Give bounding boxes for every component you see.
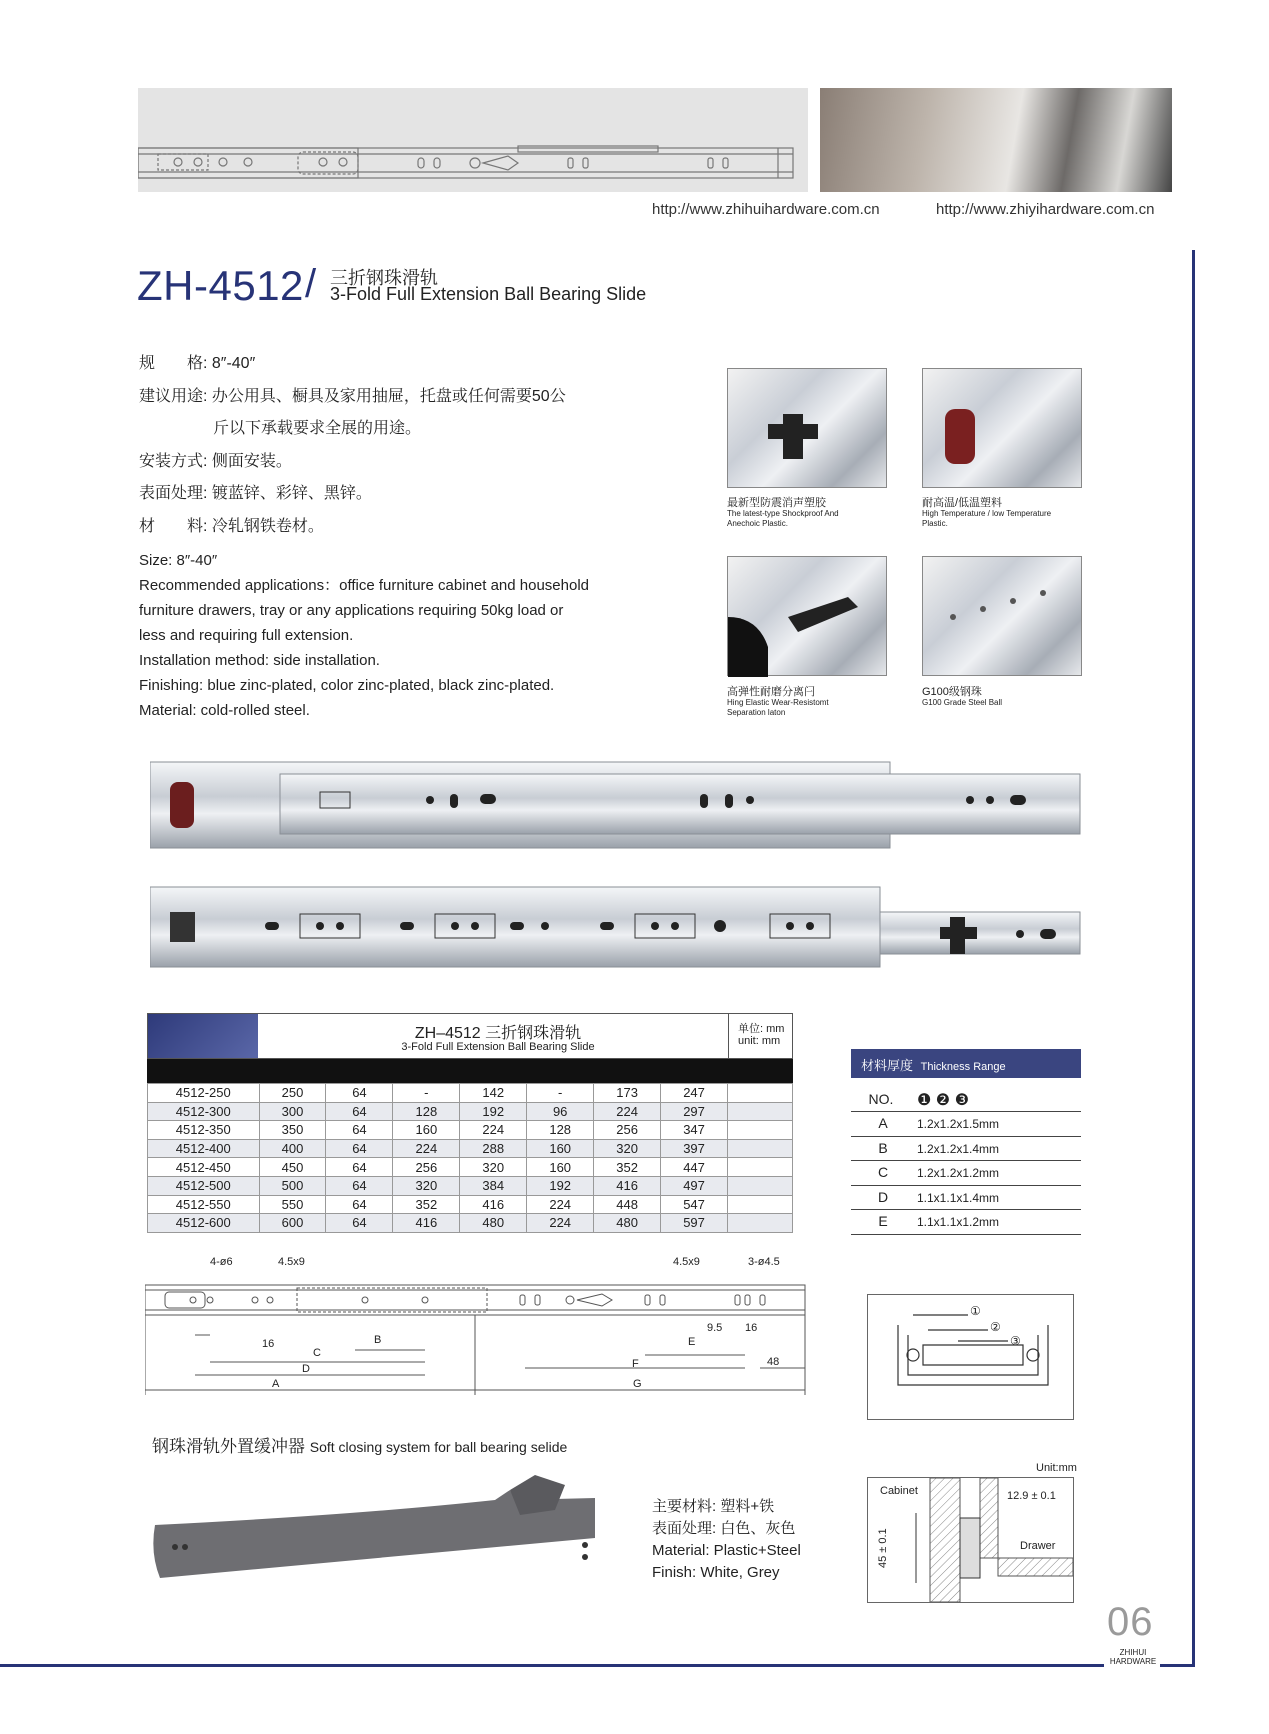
table-cell: 297 [661,1102,728,1121]
section-num: ② [990,1320,1001,1334]
table-cell: 352 [393,1195,460,1214]
mat-line: 表面处理: 白色、灰色 [652,1520,796,1537]
feature-caption-4 [922,686,1092,708]
feature-en: Separation laton [727,708,786,717]
thickness-value: 1.1x1.1x1.2mm [917,1215,1000,1229]
dim-label: 3-ø4.5 [748,1256,780,1268]
spec-en-line: Recommended applications：office furniture cabinet and household [139,577,590,594]
spec-en-line: Size: 8″-40″ [139,552,218,569]
table-cell: 547 [661,1195,728,1214]
spec-en-line: Finishing: blue zinc-plated, color zinc-plated, black zinc-plated. [139,677,555,694]
table-cell: 600 [259,1214,326,1233]
dim-label: C [313,1347,321,1359]
right-rule [1192,250,1195,1666]
feature-cn: G100级钢珠 [922,686,982,698]
thickness-key: E [878,1213,888,1229]
bottom-rule-right [1160,1664,1195,1667]
thickness-markers: ❶ ❷ ❸ [917,1092,969,1109]
feature-en: High Temperature / low Temperature [922,509,1052,518]
table-cell: 224 [594,1102,661,1121]
table-header-image [148,1014,258,1058]
feature-caption-2 [922,497,1092,529]
table-cell: 64 [326,1158,393,1177]
section-num: ③ [1010,1334,1021,1348]
dim-label: 4-ø6 [210,1256,233,1268]
table-cell: 350 [259,1121,326,1140]
table-cell: 96 [527,1102,594,1121]
model-title: ZH-4512 [137,262,304,309]
table-row [148,1214,793,1233]
dim-label: B [374,1334,382,1346]
table-cell [728,1176,793,1195]
table-cell [728,1214,793,1233]
dim-label: 4.5x9 [673,1256,700,1268]
table-cell: 384 [460,1176,527,1195]
thickness-row [851,1186,1081,1211]
soft-title-en: Soft closing system for ball bearing selide [309,1439,568,1455]
table-cell: 480 [594,1214,661,1233]
feature-en: Anechoic Plastic. [727,519,788,528]
dim-label: D [302,1363,310,1375]
thickness-title-cn: 材料厚度 [861,1058,914,1073]
spec-table-header [147,1013,793,1059]
install-cabinet: Cabinet [880,1485,918,1497]
dim-label: 4.5x9 [278,1256,305,1268]
table-cell: 224 [527,1195,594,1214]
table-cell: 160 [527,1158,594,1177]
banner-drawing [138,88,808,192]
table-cell: 64 [326,1176,393,1195]
mat-line: Finish: White, Grey [652,1564,780,1581]
thickness-value: 1.2x1.2x1.4mm [917,1141,1000,1156]
table-cell: 4512-500 [148,1176,260,1195]
url-right[interactable]: http://www.zhiyihardware.com.cn [936,201,1155,218]
table-cell: 128 [527,1121,594,1140]
table-cell: 64 [326,1121,393,1140]
table-cell: 320 [393,1176,460,1195]
table-cell: 160 [527,1139,594,1158]
dim-label: 9.5 [707,1322,723,1334]
feature-en: Plastic. [922,519,948,528]
thickness-key: D [877,1188,889,1205]
thickness-value: 1.2x1.2x1.2mm [917,1166,1000,1180]
install-gap: 12.9 ± 0.1 [1007,1490,1056,1502]
table-cell: 160 [393,1121,460,1140]
table-cell: 400 [259,1139,326,1158]
table-cell: 300 [259,1102,326,1121]
spec-en-line: Installation method: side installation. [139,652,380,669]
feature-photo-2 [922,368,1082,488]
banner-photo [820,88,1172,192]
table-title-cn: ZH–4512 三折钢珠滑轨 [414,1025,582,1042]
install-height: 45 ± 0.1 [877,1528,889,1568]
thickness-no-row [851,1088,1081,1112]
table-cell: 320 [460,1158,527,1177]
dim-label: 48 [767,1356,780,1368]
spec-en-line: less and requiring full extension. [139,627,354,644]
table-cell: 416 [460,1195,527,1214]
thickness-title-en: Thickness Range [920,1061,1006,1073]
table-cell: 550 [259,1195,326,1214]
table-cell: 256 [594,1121,661,1140]
brand-line: ZHIHUI [1119,1648,1147,1657]
table-cell: 416 [594,1176,661,1195]
soft-close-title [152,1432,567,1457]
table-cell: 224 [460,1121,527,1140]
table-cell: 288 [460,1139,527,1158]
feature-cn: 耐高温/低温塑料 [922,497,1003,509]
table-cell: 320 [594,1139,661,1158]
thickness-row [851,1161,1081,1186]
title-cn: 三折钢珠滑轨 [330,268,438,288]
table-cell: 4512-400 [148,1139,260,1158]
table-cell: 64 [326,1195,393,1214]
thickness-key: A [878,1115,888,1131]
table-cell: 192 [527,1176,594,1195]
feature-en: Hing Elastic Wear-Resistomt [727,698,829,707]
table-cell: 497 [661,1176,728,1195]
table-cell: 500 [259,1176,326,1195]
table-cell: 4512-600 [148,1214,260,1233]
slide-photo-bottom [150,882,1090,982]
thickness-key: B [878,1139,888,1156]
brand-line: HARDWARE [1109,1657,1157,1666]
feature-photo-3 [727,556,887,676]
spec-table [147,1083,793,1233]
table-cell: 352 [594,1158,661,1177]
table-row [148,1121,793,1140]
table-unit-cn: 单位: mm [738,1023,785,1035]
feature-caption-1 [727,497,897,529]
dim-label: F [632,1358,639,1370]
title-en: 3-Fold Full Extension Ball Bearing Slide [330,284,647,304]
spec-cn-line: 建议用途: 办公用具、橱具及家用抽屉，托盘或任何需要50公 [139,387,566,405]
specs-en [139,548,589,723]
table-cell: 4512-550 [148,1195,260,1214]
table-cell [728,1084,793,1103]
feature-cn: 高弹性耐磨分离闩 [727,686,815,698]
table-cell: 448 [594,1195,661,1214]
feature-en: G100 Grade Steel Ball [922,698,1003,707]
table-cell: 247 [661,1084,728,1103]
dim-label: G [633,1378,642,1390]
table-cell: 250 [259,1084,326,1103]
soft-title-cn: 钢珠滑轨外置缓冲器 [152,1437,305,1456]
table-cell: 397 [661,1139,728,1158]
table-cell: 64 [326,1084,393,1103]
section-num: ① [970,1304,981,1318]
table-cell [728,1195,793,1214]
spec-en-line: Material: cold-rolled steel. [139,702,310,719]
table-cell: 480 [460,1214,527,1233]
thickness-no-label: NO. [868,1091,894,1107]
table-unit-en: unit: mm [738,1035,781,1047]
table-cell: 192 [460,1102,527,1121]
spec-cn-line: 安装方式: 侧面安装。 [139,452,292,470]
table-cell: 4512-450 [148,1158,260,1177]
table-cell [728,1102,793,1121]
url-left[interactable]: http://www.zhihuihardware.com.cn [652,201,880,218]
slide-outline-drawing [138,88,808,192]
soft-close-image [145,1475,615,1595]
spec-en-line: furniture drawers, tray or any applications requiring 50kg load or [139,602,564,619]
table-cell [728,1158,793,1177]
feature-en: The latest-type Shockproof And [727,509,839,518]
spec-cn-line: 表面处理: 镀蓝锌、彩锌、黑锌。 [139,485,372,502]
table-cell: 224 [393,1139,460,1158]
table-cell: 173 [594,1084,661,1103]
table-cell: 224 [527,1214,594,1233]
slide-photo-top [150,752,1090,852]
table-cell: 256 [393,1158,460,1177]
thickness-row [851,1137,1081,1162]
feature-photo-4 [922,556,1082,676]
install-unit: Unit:mm [1036,1462,1077,1474]
title-slash: / [305,262,317,306]
install-drawer: Drawer [1020,1540,1056,1552]
table-cell: 447 [661,1158,728,1177]
table-row [148,1195,793,1214]
mat-line: 主要材料: 塑料+铁 [652,1498,775,1515]
table-cell: 64 [326,1214,393,1233]
table-cell: 416 [393,1214,460,1233]
thickness-value: 1.2x1.2x1.5mm [917,1117,1000,1131]
table-row [148,1158,793,1177]
table-row [148,1084,793,1103]
table-cell [728,1139,793,1158]
table-cell: 4512-300 [148,1102,260,1121]
footer-brand [1108,1648,1158,1666]
table-cell: 347 [661,1121,728,1140]
table-cell: - [393,1084,460,1103]
soft-materials [652,1496,801,1584]
spec-cn-line: 材 料: 冷轧钢铁卷材。 [139,517,324,535]
page-number: 06 [1107,1600,1154,1644]
thickness-value: 1.1x1.1x1.4mm [917,1190,1000,1205]
feature-caption-3 [727,686,897,718]
table-cell: - [527,1084,594,1103]
feature-cn: 最新型防震消声塑胶 [727,497,826,509]
table-row [148,1139,793,1158]
dim-label: E [688,1336,696,1348]
thickness-row [851,1112,1081,1137]
dim-label: 16 [745,1322,758,1334]
thickness-header [851,1049,1081,1078]
specs-cn [139,348,566,543]
table-cell: 142 [460,1084,527,1103]
table-black-bar [147,1059,793,1083]
table-cell [728,1121,793,1140]
spec-cn-line: 斤以下承载要求全展的用途。 [213,420,422,437]
table-cell: 4512-350 [148,1121,260,1140]
table-cell: 64 [326,1139,393,1158]
table-cell: 450 [259,1158,326,1177]
dim-label: A [272,1378,280,1390]
table-cell: 128 [393,1102,460,1121]
mat-line: Material: Plastic+Steel [652,1542,801,1559]
dim-label: 16 [262,1338,275,1350]
table-cell: 64 [326,1102,393,1121]
thickness-row [851,1210,1081,1235]
bottom-rule [0,1664,1104,1667]
thickness-key: C [877,1164,889,1180]
feature-photo-1 [727,368,887,488]
table-cell: 597 [661,1214,728,1233]
table-cell: 4512-250 [148,1084,260,1103]
spec-cn-line: 规 格: 8″-40″ [139,355,256,372]
table-row [148,1102,793,1121]
table-title-en: 3-Fold Full Extension Ball Bearing Slide [401,1041,595,1053]
table-row [148,1176,793,1195]
